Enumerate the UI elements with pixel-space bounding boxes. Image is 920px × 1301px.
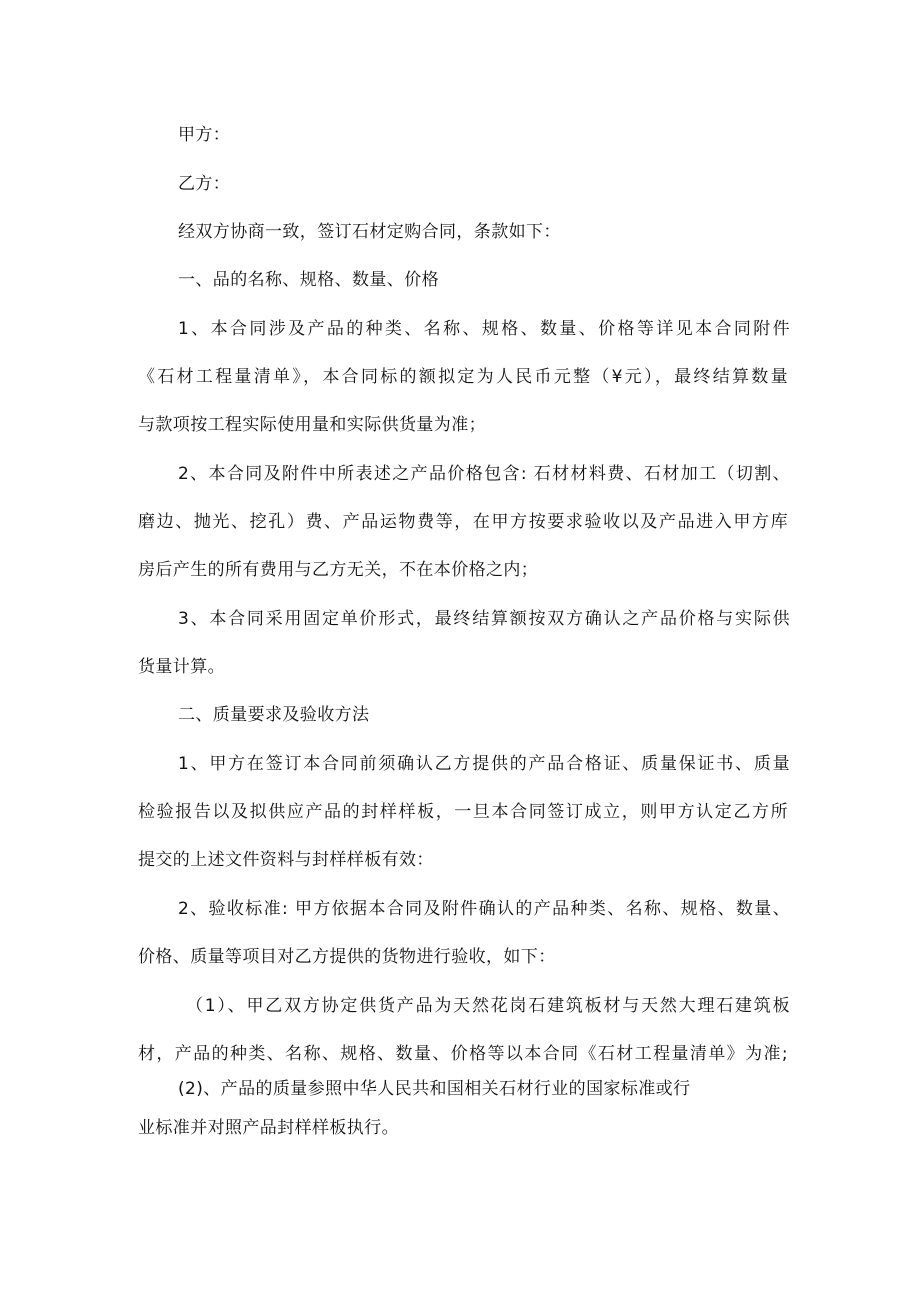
clause-2-2-item-2-line-2: 业标准并对照产品封样样板执行。 bbox=[138, 1118, 399, 1138]
clause-2-2-line-2: 价格、质量等项目对乙方提供的货物进行验收，如下： bbox=[138, 947, 556, 967]
intro-paragraph: 经双方协商一致，签订石材定购合同，条款如下： bbox=[178, 222, 561, 242]
party-a-label: 甲方： bbox=[178, 125, 231, 145]
clause-2-2-item-2-line-1: (2)、产品的质量参照中华人民共和国相关石材行业的国家标准或行 bbox=[178, 1079, 691, 1099]
party-b-label: 乙方： bbox=[178, 174, 231, 194]
clause-2-2-item-1-line-1: （1）、甲乙双方协定供货产品为天然花岗石建筑板材与天然大理石建筑板 bbox=[186, 996, 790, 1016]
clause-2-1-line-1: 1、甲方在签订本合同前须确认乙方提供的产品合格证、质量保证书、质量 bbox=[178, 754, 790, 774]
clause-1-1-line-2: 《石材工程量清单》，本合同标的额拟定为人民币元整（¥元），最终结算数量 bbox=[138, 367, 788, 387]
clause-1-1-line-1: 1、本合同涉及产品的种类、名称、规格、数量、价格等详见本合同附件 bbox=[178, 319, 790, 339]
clause-1-3-line-1: 3、本合同采用固定单价形式，最终结算额按双方确认之产品价格与实际供 bbox=[178, 609, 790, 629]
clause-1-2-line-2: 磨边、抛光、挖孔）费、产品运物费等，在甲方按要求验收以及产品进入甲方库 bbox=[138, 512, 788, 532]
clause-2-2-line-1: 2、验收标准: 甲方依据本合同及附件确认的产品种类、名称、规格、数量、 bbox=[178, 899, 790, 919]
clause-2-2-item-1-line-2: 材，产品的种类、名称、规格、数量、价格等以本合同《石材工程量清单》为准; bbox=[138, 1044, 788, 1064]
clause-1-3-line-2: 货量计算。 bbox=[138, 657, 225, 677]
clause-1-2-line-3: 房后产生的所有费用与乙方无关，不在本价格之内； bbox=[138, 560, 539, 580]
clause-2-1-line-2: 检验报告以及拟供应产品的封样样板，一旦本合同签订成立，则甲方认定乙方所 bbox=[138, 802, 788, 822]
clause-1-1-line-3: 与款项按工程实际使用量和实际供货量为准； bbox=[138, 415, 486, 435]
section-1-heading: 一、品的名称、规格、数量、价格 bbox=[178, 270, 439, 290]
clause-2-1-line-3: 提交的上述文件资料与封样样板有效： bbox=[138, 850, 434, 870]
section-2-heading: 二、质量要求及验收方法 bbox=[178, 705, 370, 725]
clause-1-2-line-1: 2、本合同及附件中所表述之产品价格包含: 石材材料费、石材加工（切割、 bbox=[178, 464, 790, 484]
